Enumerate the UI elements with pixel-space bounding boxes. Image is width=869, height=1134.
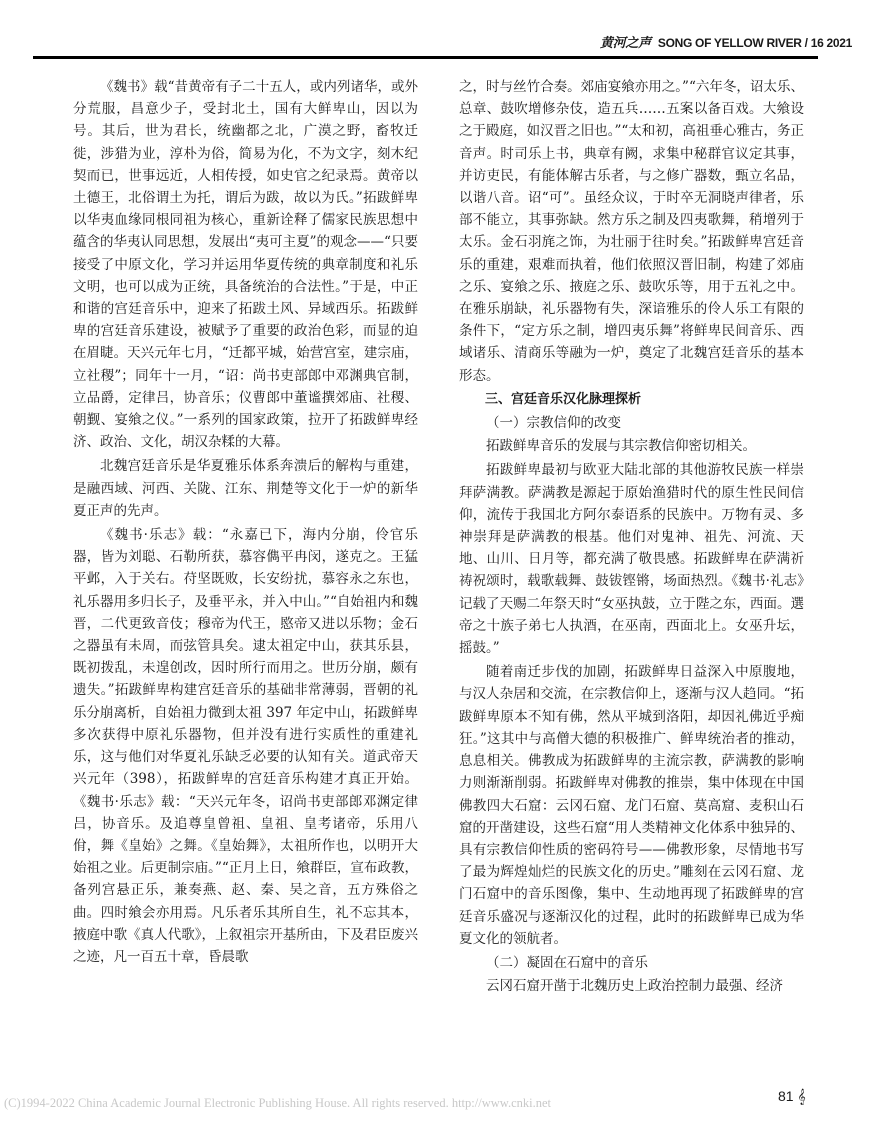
header-rule [33, 56, 818, 59]
paragraph: 云冈石窟开凿于北魏历史上政治控制力最强、经济 [486, 978, 783, 995]
journal-issue-text: SONG OF YELLOW RIVER / 16 2021 [657, 36, 853, 50]
treble-clef-icon: 𝄞 [797, 1088, 806, 1104]
page-number-text: 81 [778, 1088, 794, 1104]
paragraph-continued: 之，时与丝竹合奏。郊庙宴飨亦用之。”“六年冬，诏太乐、总章、鼓吹增修杂伎，造五兵……五案以备百戏。大飨设之于殿庭，如汉晋之旧也。”“太和初，高祖垂心雅古，务正音声。时司乐上书，典章有阙，求集中秘群官议定其事，并访吏民，有能体解古乐者，与之修广器数，甄立名品，以谐八音。诏“可”。虽经众议，于时卒无洞晓声律者，乐部不能立，其事弥缺。然方乐之制及四夷歌舞，稍增列于太乐。金石羽旄之饰，为壮丽于往时矣。”拓跋鲜卑宫廷音乐的重建，艰难而执着，他们依照汉晋旧制，构建了郊庙之乐、宴飨之乐、掖庭之乐、鼓吹乐等，用于五礼之中。在雅乐崩缺，礼乐器物有失，深谙雅乐的伶人乐工有限的条件下，“定方乐之制，增四夷乐舞”将鲜卑民间音乐、西域诸乐、清商乐等融为一炉，奠定了北魏宫廷音乐的基本形态。 [459, 79, 804, 384]
subsection-title: （一）宗教信仰的改变 [486, 415, 621, 432]
left-column [73, 76, 418, 970]
paragraph: 北魏宫廷音乐是华夏雅乐体系奔溃后的解构与重建，是融西域、河西、关陇、江东、荆楚等文化于一炉的新华夏正声的先声。 [73, 458, 418, 519]
paragraph: 拓跋鲜卑最初与欧亚大陆北部的其他游牧民族一样崇拜萨满教。萨满教是源起于原始渔猎时代的原生性民间信仰，流传于我国北方阿尔泰语系的民族中。万物有灵、多神崇拜是萨满教的根基。他们对鬼神、祖先、河流、天地、山川、日月等，都充满了敬畏感。拓跋鲜卑在萨满祈祷祝颂时，载歌载舞、鼓钹铿锵，场面热烈。《魏书·礼志》记载了天赐二年祭天时“女巫执鼓，立于陛之东，西面。選帝之十族子弟七人执酒，在巫南，西面北上。女巫升坛，摇鼓。” [459, 462, 804, 657]
copyright-watermark: (C)1994-2022 China Academic Journal Electronic Publishing House. All rights reserved. http://www.cnki.net [4, 1096, 552, 1110]
journal-logo: 黄河之声 [600, 36, 651, 51]
journal-header [600, 32, 853, 51]
paragraph: 拓跋鲜卑音乐的发展与其宗教信仰密切相关。 [486, 438, 756, 455]
paragraph: 《魏书》载“昔黄帝有子二十五人，或内列诸华，或外分荒服，昌意少子，受封北土，国有大鲜卑山，因以为号。其后，世为君长，统幽都之北，广漠之野，畜牧迁徙，涉猎为业，淳朴为俗，简易为化，不为文字，刻木纪契而已，世事远近，人相传授，如史官之纪录焉。黄帝以土德王，北俗谓土为托，谓后为跋，故以为氏。”拓跋鲜卑以华夷血缘同根同祖为核心，重新诠释了儒家民族思想中蕴含的华夷认同思想，发展出“夷可主夏”的观念——“只要接受了中原文化，学习并运用华夏传统的典章制度和礼乐文明，也可以成为正统，具备统治的合法性。”于是，中正和谐的宫廷音乐中，迎来了拓跋土风、异域西乐。拓跋鲜卑的宫廷音乐建设，被赋予了重要的政治色彩，而显的迫在眉睫。天兴元年七月，“迁都平城，始营宫室，建宗庙，立社稷”；同年十一月，“诏：尚书吏部郎中邓渊典官制，立品爵，定律吕，协音乐；仪曹郎中董谧撰郊庙、社稷、朝觐、宴飨之仪。”一系列的国家政策，拉开了拓跋鲜卑经济、政治、文化，胡汉杂糅的大幕。 [73, 79, 418, 451]
section-title: 三、宫廷音乐汉化脉理探析 [485, 391, 642, 407]
page-number [778, 1088, 806, 1105]
paragraph: 《魏书·乐志》载：“永嘉已下，海内分崩，伶官乐器，皆为刘聪、石勒所获，慕容儁平冉闵，遂克之。王猛平邺，入于关右。苻坚既败，长安纷扰，慕容永之东也，礼乐器用多归长子，及垂平永，并入中山。”“自始祖内和魏晋，二代更致音伎；穆帝为代王，愍帝又进以乐物；金石之器虽有未周，而弦管具矣。逮太祖定中山，获其乐县，既初拨乱，未遑创改，因时所行而用之。世历分崩，颇有遗失。”拓跋鲜卑构建宫廷音乐的基础非常薄弱，晋朝的礼乐分崩离析，自始祖力微到太祖 397 年定中山，拓跋鲜卑多次获得中原礼乐器物，但并没有进行实质性的重建礼乐，这与他们对华夏礼乐缺乏必要的认知有关。道武帝天兴元年（398），拓跋鲜卑的宫廷音乐构建才真正开始。《魏书·乐志》载：“天兴元年冬，诏尚书吏部郎邓渊定律吕，协音乐。及追尊皇曾祖、皇祖、皇考诸帝，乐用八佾，舞《皇始》之舞。《皇始舞》，太祖所作也，以明开大始祖之业。后更制宗庙。”“正月上日，飨群臣，宣布政教，备列宫悬正乐，兼奏燕、赵、秦、吴之音，五方殊俗之曲。四时飨会亦用焉。凡乐者乐其所自生，礼不忘其本，掖庭中歌《真人代歌》，上叙祖宗开基所由，下及君臣废兴之迹，凡一百五十章，昏晨歌 [73, 527, 418, 965]
paragraph: 随着南迁步伐的加剧，拓跋鲜卑日益深入中原腹地，与汉人杂居和交流，在宗教信仰上，逐渐与汉人趋同。“拓跋鲜卑原本不知有佛，然从平城到洛阳，却因礼佛近乎痴狂。”这其中与高僧大德的积极推广、鲜卑统治者的推动，息息相关。佛教成为拓跋鲜卑的主流宗教，萨满教的影响力则渐渐削弱。拓跋鲜卑对佛教的推崇，集中体现在中国佛教四大石窟：云冈石窟、龙门石窟、莫高窟、麦积山石窟的开凿建设，这些石窟“用人类精神文化体系中独异的、具有宗教信仰性质的密码符号——佛教形象，尽情地书写了最为辉煌灿烂的民族文化的历史。”雕刻在云冈石窟、龙门石窟中的音乐图像，集中、生动地再现了拓跋鲜卑的宫廷音乐盛况与逐渐汉化的过程，此时的拓跋鲜卑已成为华夏文化的领航者。 [459, 664, 804, 947]
right-column [459, 76, 804, 999]
subsection-title: （二）凝固在石窟中的音乐 [486, 954, 648, 971]
